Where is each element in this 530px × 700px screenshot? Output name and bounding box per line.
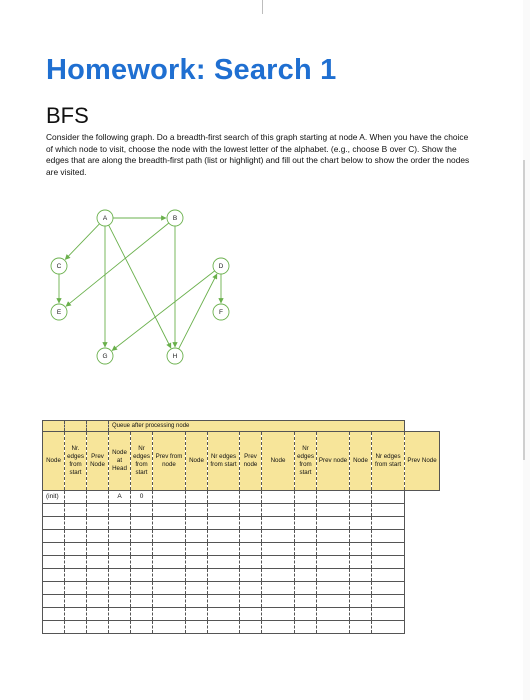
table-row (43, 556, 440, 569)
table-cell (186, 569, 208, 582)
table-cell (240, 582, 262, 595)
table-row (43, 504, 440, 517)
header-cell (65, 421, 87, 432)
table-cell (43, 556, 65, 569)
table-cell (262, 582, 295, 595)
svg-text:F: F (219, 309, 223, 317)
table-row (43, 543, 440, 556)
table-cell (153, 556, 186, 569)
table-cell (65, 543, 87, 556)
table-cell (43, 621, 65, 634)
table-cell (372, 608, 405, 621)
table-cell (131, 569, 153, 582)
table-cell (87, 608, 109, 621)
bfs-graph (40, 200, 250, 370)
table-cell (350, 621, 372, 634)
table-cell (186, 491, 208, 504)
table-cell (186, 517, 208, 530)
table-cell (65, 569, 87, 582)
table-cell (186, 543, 208, 556)
graph-node-g (97, 348, 113, 364)
table-cell (262, 491, 295, 504)
table-cell (87, 504, 109, 517)
table-cell (43, 543, 65, 556)
table-cell (262, 530, 295, 543)
table-cell (131, 530, 153, 543)
table-cell (208, 491, 240, 504)
table-cell (131, 556, 153, 569)
column-queue-node: Node (350, 432, 372, 491)
table-cell (109, 595, 131, 608)
table-row (43, 595, 440, 608)
table-cell (87, 582, 109, 595)
column-node: Node (43, 432, 65, 491)
table-cell (295, 595, 317, 608)
table-header-row (43, 432, 440, 491)
table-cell (109, 556, 131, 569)
table-cell (186, 530, 208, 543)
table-cell (295, 582, 317, 595)
table-cell (109, 517, 131, 530)
table-cell (350, 569, 372, 582)
table-cell (317, 556, 350, 569)
edge-h-d (179, 274, 217, 349)
init-row-label: (init) (43, 491, 65, 504)
table-cell (65, 556, 87, 569)
table-cell (240, 491, 262, 504)
table-cell (131, 595, 153, 608)
table-cell (317, 595, 350, 608)
table-cell (240, 543, 262, 556)
table-cell (87, 595, 109, 608)
table-cell (186, 582, 208, 595)
table-cell (65, 608, 87, 621)
table-cell (87, 491, 109, 504)
table-cell (153, 517, 186, 530)
table-cell (372, 491, 405, 504)
column-queue-prev: Prev node (317, 432, 350, 491)
column-queue-nr-edges: Nr edges from start (208, 432, 240, 491)
table-cell (43, 517, 65, 530)
table-cell (109, 530, 131, 543)
table-cell (208, 504, 240, 517)
column-queue-prev: Prev Node (405, 432, 440, 491)
table-cell (295, 530, 317, 543)
table-row (43, 491, 440, 504)
column-queue-node: Node (262, 432, 295, 491)
table-cell (295, 504, 317, 517)
table-cell (317, 517, 350, 530)
graph-node-h (167, 348, 183, 364)
table-cell (65, 517, 87, 530)
table-cell (208, 582, 240, 595)
svg-text:D: D (218, 263, 224, 271)
column-queue-prev: Prev from node (153, 432, 186, 491)
table-cell (317, 621, 350, 634)
table-cell (240, 530, 262, 543)
table-row (43, 582, 440, 595)
table-cell (317, 608, 350, 621)
table-row (43, 569, 440, 582)
table-cell (109, 582, 131, 595)
bfs-chart-table (42, 420, 440, 634)
table-cell (65, 582, 87, 595)
table-cell (295, 543, 317, 556)
header-cell (87, 421, 109, 432)
table-cell (372, 504, 405, 517)
table-cell (372, 582, 405, 595)
table-cell (372, 621, 405, 634)
table-cell (153, 608, 186, 621)
svg-text:G: G (102, 353, 108, 361)
table-cell (350, 595, 372, 608)
edge-d-g (112, 271, 215, 351)
table-cell (87, 556, 109, 569)
table-row (43, 608, 440, 621)
table-cell (43, 582, 65, 595)
table-cell (262, 595, 295, 608)
table-cell (240, 517, 262, 530)
graph-node-b (167, 210, 183, 226)
header-cell (43, 421, 65, 432)
table-cell (65, 491, 87, 504)
table-cell (131, 504, 153, 517)
table-cell (65, 530, 87, 543)
table-cell (186, 621, 208, 634)
table-cell (153, 543, 186, 556)
table-cell (87, 530, 109, 543)
column-queue-nr-edges: Nr edges from start (372, 432, 405, 491)
table-row (43, 530, 440, 543)
table-cell (350, 608, 372, 621)
table-cell (65, 504, 87, 517)
table-cell (240, 569, 262, 582)
table-cell (208, 556, 240, 569)
table-row (43, 517, 440, 530)
table-cell (43, 595, 65, 608)
table-cell (372, 517, 405, 530)
table-cell (372, 556, 405, 569)
page-title: Homework: Search 1 (46, 54, 337, 86)
table-cell (208, 517, 240, 530)
table-cell (131, 621, 153, 634)
init-head-node: A (109, 491, 131, 504)
svg-text:E: E (56, 309, 62, 317)
table-cell (87, 621, 109, 634)
table-cell (317, 582, 350, 595)
table-cell (109, 621, 131, 634)
table-cell (208, 569, 240, 582)
column-queue-node: Node (186, 432, 208, 491)
init-nr-edges: 0 (131, 491, 153, 504)
table-cell (262, 556, 295, 569)
table-cell (153, 530, 186, 543)
table-cell (350, 582, 372, 595)
table-cell (350, 517, 372, 530)
table-cell (131, 582, 153, 595)
table-cell (240, 556, 262, 569)
svg-text:H: H (172, 353, 178, 361)
table-cell (262, 608, 295, 621)
column-queue-nr-edges: Nr edges from start (295, 432, 317, 491)
table-cell (131, 517, 153, 530)
table-cell (153, 595, 186, 608)
table-cell (262, 569, 295, 582)
table-cell (295, 556, 317, 569)
column-nr-edges: Nr. edges from start (65, 432, 87, 491)
table-cell (186, 595, 208, 608)
table-cell (262, 543, 295, 556)
table-cell (295, 491, 317, 504)
table-cell (208, 530, 240, 543)
section-heading: BFS (46, 103, 89, 128)
graph-node-e (51, 304, 67, 320)
table-row (43, 621, 440, 634)
table-cell (65, 595, 87, 608)
table-cell (262, 504, 295, 517)
table-cell (295, 608, 317, 621)
svg-text:A: A (102, 215, 108, 223)
table-cell (372, 569, 405, 582)
table-cell (372, 595, 405, 608)
table-cell (240, 621, 262, 634)
table-cell (131, 543, 153, 556)
table-cell (350, 543, 372, 556)
table-cell (43, 504, 65, 517)
graph-node-c (51, 258, 67, 274)
column-prev-node: Prev Node (87, 432, 109, 491)
table-cell (186, 608, 208, 621)
column-queue-nr-edges: Nr edges from start (131, 432, 153, 491)
table-cell (87, 517, 109, 530)
table-cell (208, 621, 240, 634)
table-cell (317, 491, 350, 504)
table-cell (295, 621, 317, 634)
svg-text:C: C (56, 263, 62, 271)
table-cell (43, 608, 65, 621)
table-cell (153, 569, 186, 582)
table-cell (43, 530, 65, 543)
table-cell (350, 556, 372, 569)
table-cell (208, 595, 240, 608)
column-node-at-head: Node at Head (109, 432, 131, 491)
table-cell (350, 491, 372, 504)
table-cell (240, 608, 262, 621)
table-cell (109, 543, 131, 556)
table-cell (109, 608, 131, 621)
table-cell (186, 504, 208, 517)
table-cell (153, 582, 186, 595)
table-cell (87, 543, 109, 556)
queue-header-label: Queue after processing node (109, 421, 405, 432)
table-cell (153, 621, 186, 634)
svg-text:B: B (172, 215, 178, 223)
table-cell (131, 608, 153, 621)
edge-b-e (66, 223, 169, 306)
table-cell (295, 569, 317, 582)
table-cell (43, 569, 65, 582)
table-cell (208, 543, 240, 556)
table-cell (317, 569, 350, 582)
table-cell (153, 504, 186, 517)
table-cell (186, 556, 208, 569)
edge-a-c (65, 224, 99, 260)
table-cell (350, 504, 372, 517)
table-cell (109, 569, 131, 582)
table-cell (262, 621, 295, 634)
graph-node-d (213, 258, 229, 274)
table-cell (87, 569, 109, 582)
page-edge (523, 160, 525, 460)
table-cell (372, 530, 405, 543)
graph-node-a (97, 210, 113, 226)
table-cell (317, 543, 350, 556)
column-queue-prev: Prev node (240, 432, 262, 491)
table-cell (109, 504, 131, 517)
table-cell (65, 621, 87, 634)
table-cell (240, 595, 262, 608)
table-cell (240, 504, 262, 517)
table-cell (208, 608, 240, 621)
table-cell (350, 530, 372, 543)
table-cell (153, 491, 186, 504)
table-cell (262, 517, 295, 530)
table-header-row (43, 421, 440, 432)
table-cell (295, 517, 317, 530)
table-cell (317, 504, 350, 517)
table-cell (372, 543, 405, 556)
table-cell (317, 530, 350, 543)
page-divider-mark (262, 0, 263, 14)
graph-node-f (213, 304, 229, 320)
instructions-paragraph: Consider the following graph. Do a breadth-first search of this graph starting at node A. When you have the choice of which node to visit, choose the node with the lowest letter of the alphabet. (e.g., choose B over C). Show the edges that are along the breadth-first path (list or highlight) and fill out the chart below to show the order the nodes are visited. (46, 132, 470, 177)
